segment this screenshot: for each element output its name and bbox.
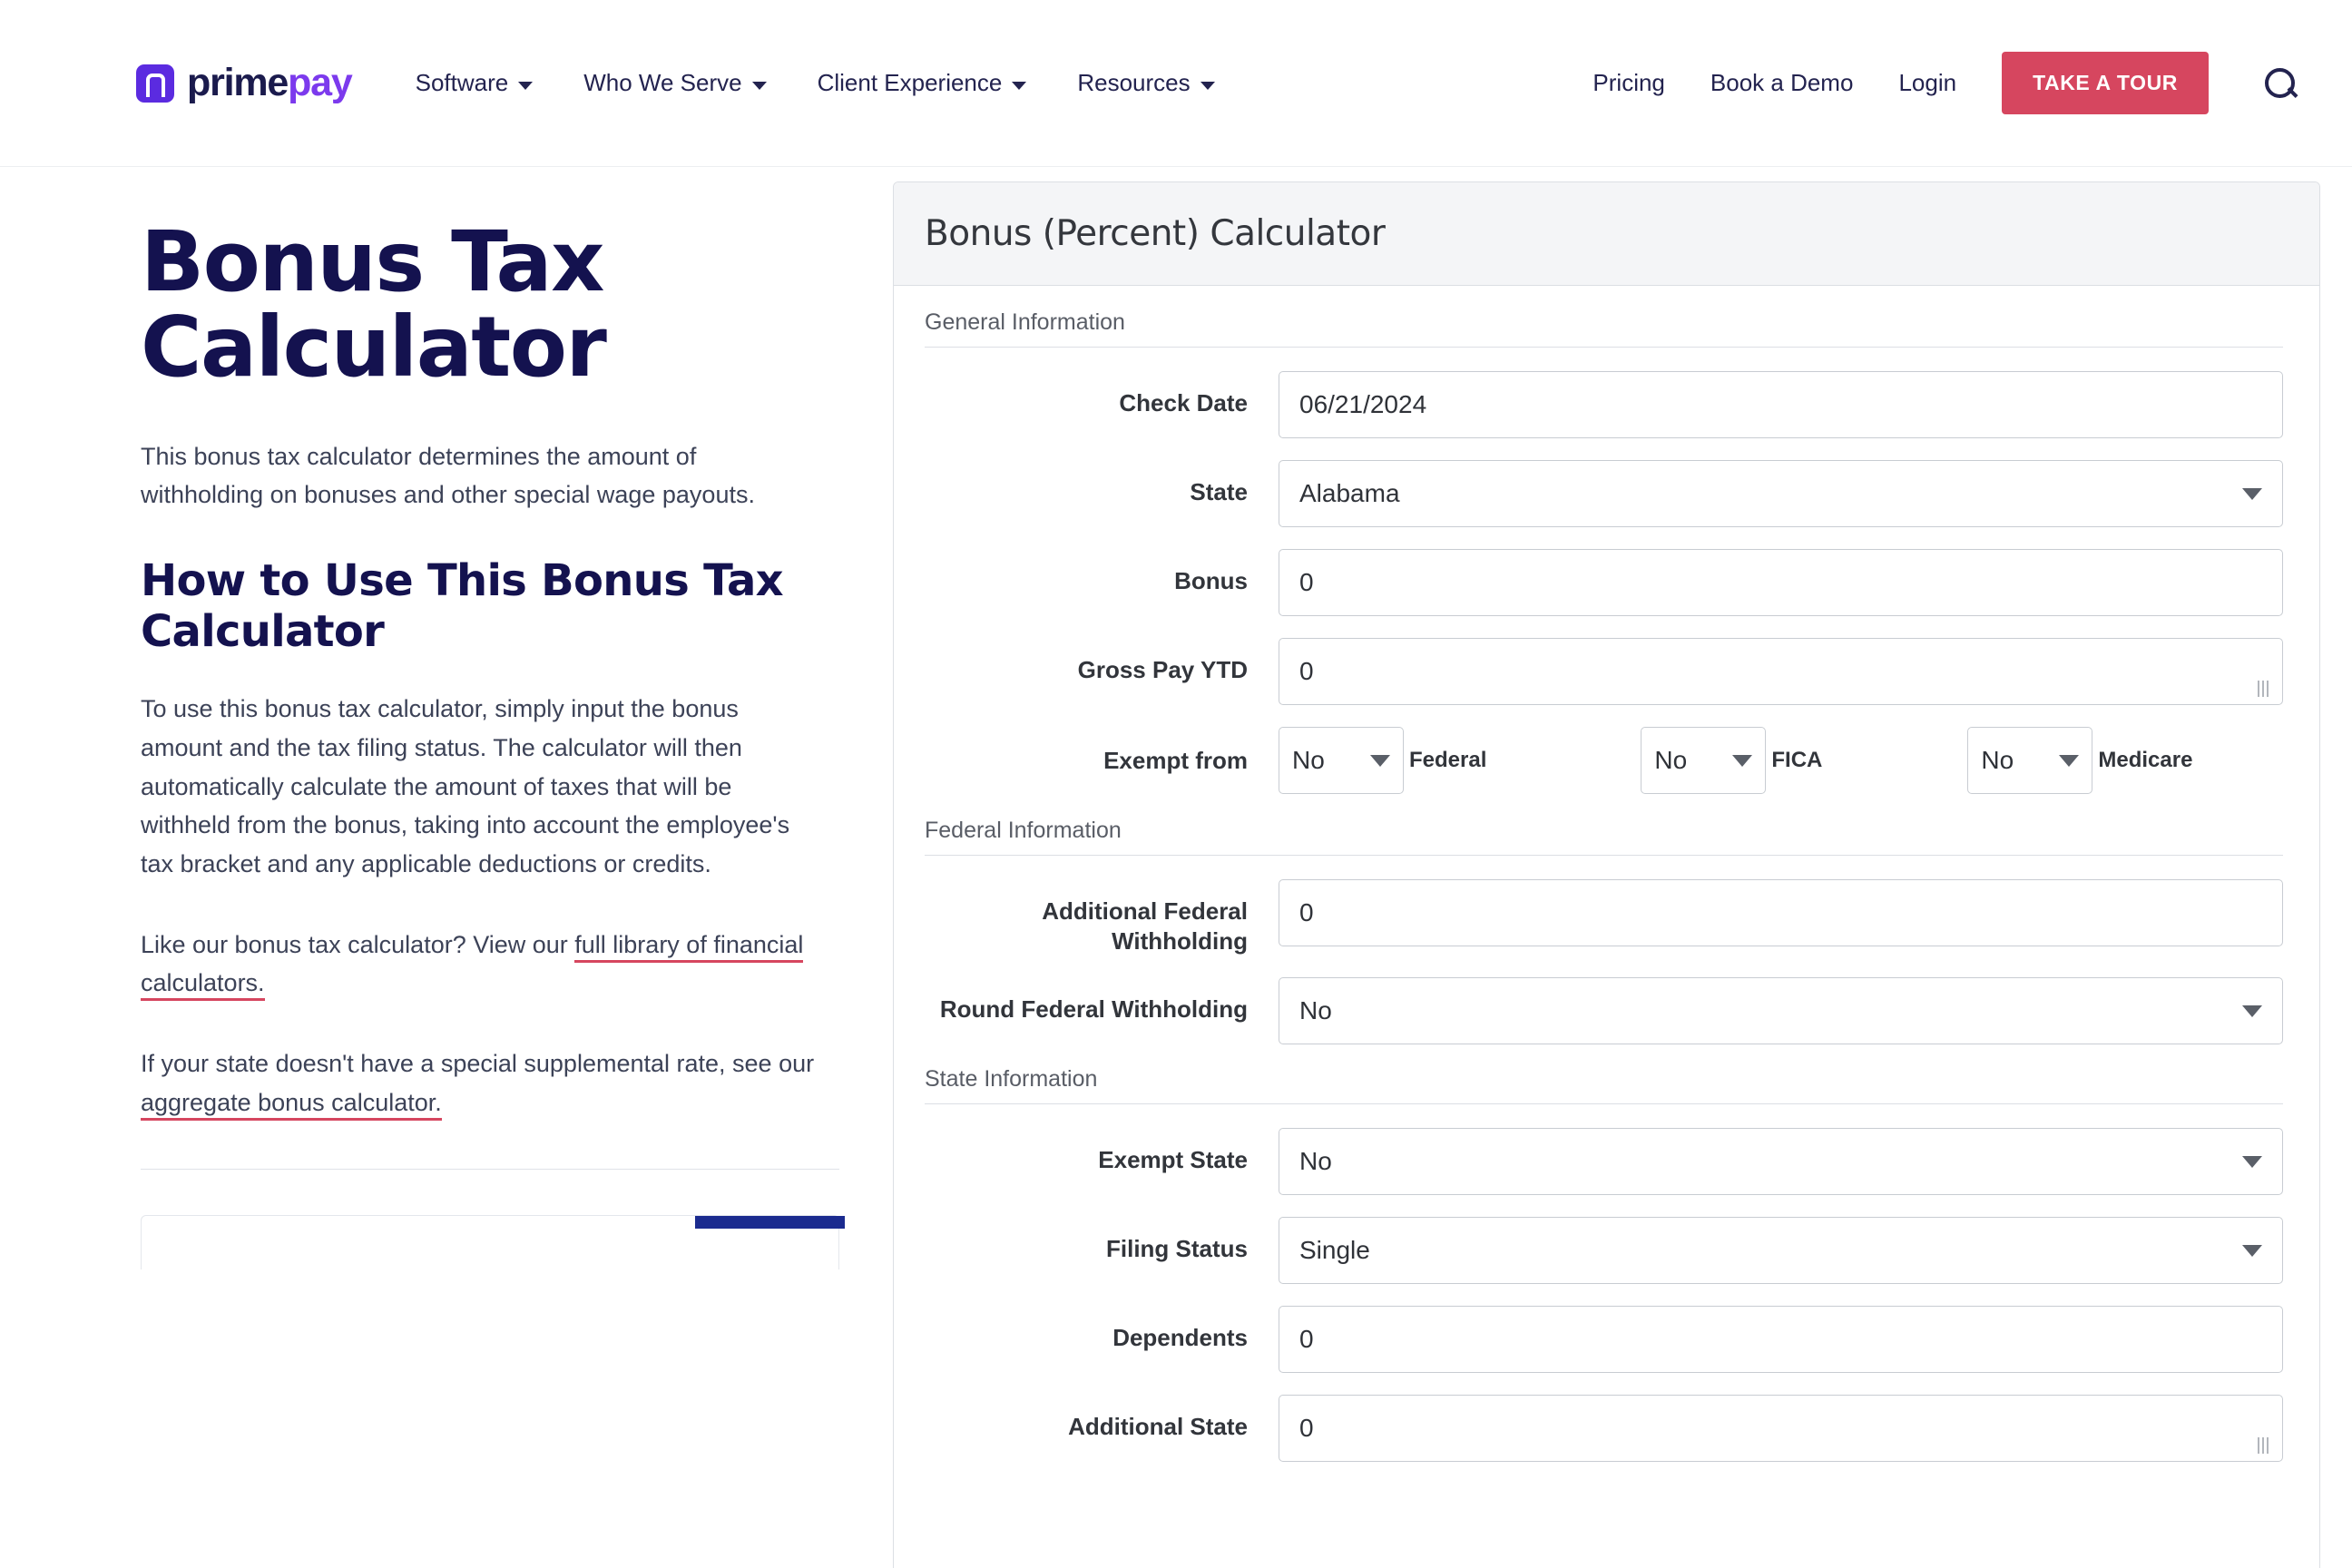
- utility-nav: [1592, 52, 2298, 114]
- section-federal-information: Federal Information: [925, 818, 2283, 856]
- field-row-round-federal-withholding: [925, 977, 2283, 1044]
- logo-text-prime: prime: [187, 61, 289, 104]
- exempt-fica-label: FICA: [1771, 748, 1823, 772]
- article-column: [0, 167, 884, 1568]
- exempt-state-value: No: [1299, 1147, 1332, 1175]
- label-exempt-from: Exempt from: [1103, 746, 1248, 774]
- chevron-down-icon: [1200, 82, 1215, 90]
- check-date-input[interactable]: [1279, 371, 2283, 438]
- bonus-input[interactable]: [1279, 549, 2283, 616]
- additional-state-value: 0: [1299, 1414, 1314, 1442]
- calculator-body: [894, 286, 2319, 1462]
- nav-item-client-experience[interactable]: [818, 69, 1027, 97]
- nav-label-who-we-serve: Who We Serve: [583, 69, 742, 96]
- label-check-date: Check Date: [1119, 389, 1248, 416]
- chevron-down-icon: [518, 82, 533, 90]
- exempt-federal-value: No: [1292, 746, 1325, 774]
- nav-item-resources[interactable]: [1077, 69, 1214, 97]
- section-state-information: State Information: [925, 1066, 2283, 1104]
- exempt-fica-value: No: [1654, 746, 1688, 774]
- additional-federal-withholding-input[interactable]: [1279, 879, 2283, 946]
- section-heading-how-to-use: How to Use This Bonus Tax Calculator: [141, 554, 783, 657]
- resize-handle-icon[interactable]: [2258, 681, 2274, 699]
- site-header: [0, 0, 2352, 167]
- exempt-federal-label: Federal: [1409, 748, 1487, 772]
- chevron-down-icon: [2242, 488, 2262, 500]
- nav-item-software[interactable]: [416, 69, 534, 97]
- chevron-down-icon: [1012, 82, 1026, 90]
- field-row-bonus: [925, 549, 2283, 616]
- check-date-value: 06/21/2024: [1299, 390, 1427, 418]
- library-prefix: Like our bonus tax calculator? View our: [141, 930, 575, 958]
- related-card[interactable]: [141, 1215, 839, 1269]
- field-row-additional-state: [925, 1395, 2283, 1462]
- section-general-information: General Information: [925, 309, 2283, 348]
- nav-label-software: Software: [415, 69, 509, 96]
- aggregate-prefix: If your state doesn't have a special supplemental rate, see our: [141, 1049, 815, 1077]
- chevron-down-icon: [1370, 755, 1390, 767]
- filing-status-select[interactable]: [1279, 1217, 2283, 1284]
- logo[interactable]: [136, 61, 352, 105]
- logo-text-pay: pay: [288, 61, 352, 104]
- exempt-fica-select[interactable]: [1641, 727, 1766, 794]
- label-filing-status: Filing Status: [1106, 1235, 1248, 1262]
- dependents-input[interactable]: [1279, 1306, 2283, 1373]
- main-nav: [416, 69, 1215, 97]
- page-body: [0, 167, 2352, 1568]
- label-round-federal-withholding: Round Federal Withholding: [939, 995, 1248, 1023]
- gross-pay-ytd-value: 0: [1299, 657, 1314, 685]
- label-additional-federal-withholding: Additional Federal Withholding: [1042, 897, 1248, 955]
- field-row-filing-status: [925, 1217, 2283, 1284]
- calculator-header: [894, 182, 2319, 286]
- aggregate-paragraph: [141, 1044, 820, 1122]
- field-row-exempt-from: [925, 727, 2283, 794]
- bonus-percent-calculator: [893, 181, 2320, 1568]
- nav-item-login[interactable]: Login: [1898, 69, 1957, 96]
- nav-item-book-a-demo[interactable]: Book a Demo: [1710, 69, 1854, 96]
- primepay-logo-icon: [136, 64, 174, 103]
- intro-paragraph: This bonus tax calculator determines the amount of withholding on bonuses and other special wage payouts.: [141, 442, 755, 509]
- chevron-down-icon: [2059, 755, 2079, 767]
- calculator-column: [884, 167, 2352, 1568]
- how-to-paragraph: To use this bonus tax calculator, simply input the bonus amount and the tax filing status. The calculator will then automatically calculate the amount of taxes that will be withheld from the bonus, taking into account the employee's tax bracket and any applicable deductions or credits.: [141, 695, 790, 877]
- exempt-medicare-value: No: [1981, 746, 2014, 774]
- calculator-title: Bonus (Percent) Calculator: [925, 213, 1386, 254]
- label-dependents: Dependents: [1112, 1324, 1248, 1351]
- state-value: Alabama: [1299, 479, 1400, 507]
- chevron-down-icon: [2242, 1005, 2262, 1017]
- bonus-value: 0: [1299, 568, 1314, 596]
- logo-text: [187, 61, 352, 105]
- label-additional-state: Additional State: [1068, 1413, 1248, 1440]
- resize-handle-icon[interactable]: [2258, 1437, 2274, 1455]
- chevron-down-icon: [1732, 755, 1752, 767]
- exempt-federal-select[interactable]: [1279, 727, 1404, 794]
- exempt-state-select[interactable]: [1279, 1128, 2283, 1195]
- exempt-federal-group: [1279, 727, 1486, 794]
- field-row-exempt-state: [925, 1128, 2283, 1195]
- additional-federal-withholding-value: 0: [1299, 898, 1314, 926]
- chevron-down-icon: [2242, 1156, 2262, 1168]
- nav-item-who-we-serve[interactable]: [583, 69, 766, 97]
- exempt-medicare-label: Medicare: [2098, 748, 2193, 772]
- divider: [141, 1169, 839, 1170]
- label-gross-pay-ytd: Gross Pay YTD: [1077, 656, 1248, 683]
- field-row-additional-federal-withholding: [925, 879, 2283, 956]
- field-row-check-date: [925, 371, 2283, 438]
- exempt-medicare-group: [1967, 727, 2192, 794]
- dependents-value: 0: [1299, 1325, 1314, 1353]
- round-federal-withholding-select[interactable]: [1279, 977, 2283, 1044]
- field-row-dependents: [925, 1306, 2283, 1373]
- card-accent-bar: [695, 1216, 845, 1229]
- filing-status-value: Single: [1299, 1236, 1370, 1264]
- library-paragraph: [141, 926, 820, 1003]
- aggregate-bonus-calculator-link[interactable]: aggregate bonus calculator.: [141, 1089, 442, 1121]
- nav-label-client-experience: Client Experience: [817, 69, 1003, 96]
- chevron-down-icon: [2242, 1245, 2262, 1257]
- chevron-down-icon: [752, 82, 767, 90]
- full-library-link[interactable]: full library of financial calculators.: [141, 931, 803, 1002]
- nav-item-pricing[interactable]: Pricing: [1592, 69, 1665, 96]
- additional-state-input[interactable]: [1279, 1395, 2283, 1462]
- field-row-gross-pay-ytd: [925, 638, 2283, 705]
- search-icon[interactable]: [2263, 66, 2298, 101]
- label-state: State: [1190, 478, 1248, 505]
- exempt-medicare-select[interactable]: [1967, 727, 2092, 794]
- nav-label-resources: Resources: [1077, 69, 1191, 96]
- field-row-state: [925, 460, 2283, 527]
- gross-pay-ytd-input[interactable]: [1279, 638, 2283, 705]
- label-exempt-state: Exempt State: [1098, 1146, 1248, 1173]
- label-bonus: Bonus: [1174, 567, 1248, 594]
- exempt-fica-group: [1641, 727, 1822, 794]
- page-title: Bonus Tax Calculator: [141, 213, 606, 396]
- round-federal-withholding-value: No: [1299, 996, 1332, 1024]
- take-a-tour-button[interactable]: TAKE A TOUR: [2002, 52, 2209, 114]
- state-select[interactable]: [1279, 460, 2283, 527]
